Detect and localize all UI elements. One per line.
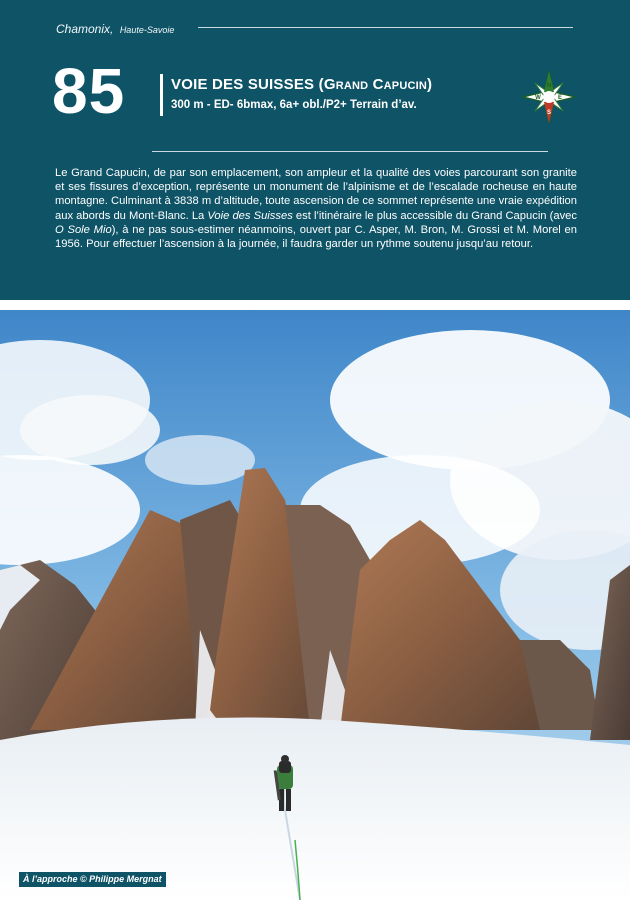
title-separator	[160, 74, 163, 116]
route-number: 85	[52, 55, 126, 127]
mountain-photo	[0, 310, 630, 900]
description-part-2: est l’itinéraire le plus accessible du Grand Capucin (avec	[292, 209, 577, 222]
route-title-main: VOIE DES SUISSES	[171, 76, 319, 93]
route-header	[0, 0, 630, 300]
compass-south-label: S	[546, 110, 552, 116]
header-rule	[198, 27, 573, 28]
compass-rose-icon	[520, 68, 578, 126]
description-part-1: Le Grand Capucin, de par son emplacement, son ampleur et la qualité des voies parcourant son granite et ses fissures d’exception, représente un monument de l’alpinisme et de l’escalade rocheuse en haute montagne. Culminant à 3838 m d’altitude, toute ascension de ce sommet représente une vraie expédition aux abords du Mont-Blanc. La	[55, 167, 577, 222]
route-title-text	[171, 76, 432, 93]
location-department: Haute-Savoie	[119, 25, 175, 35]
route-title	[171, 76, 432, 93]
route-grade-info: 300 m - ED- 6bmax, 6a+ obl./P2+ Terrain d’av.	[171, 99, 417, 111]
description-other-route: O Sole Mio	[55, 223, 112, 236]
description-part-3: ), à ne pas sous-estimer néanmoins, ouvert par C. Asper, M. Bron, M. Grossi et M. Morel en 1956. Pour effectuer l’ascension à la journée, il faudra garder un rythme soutenu jusqu’au retour.	[55, 223, 577, 251]
photo-caption: À l’approche © Philippe Mergnat	[19, 872, 166, 887]
location-line	[56, 20, 576, 36]
location-city: Chamonix,	[56, 22, 114, 36]
route-title-summit: (Grand Capucin)	[318, 76, 433, 93]
route-description	[55, 166, 577, 251]
compass-east-label: E	[557, 95, 563, 101]
header-divider	[152, 151, 548, 152]
description-route-name: Voie des Suisses	[207, 209, 293, 222]
compass-north-label: N	[546, 83, 552, 89]
compass-west-label: W	[535, 95, 541, 101]
